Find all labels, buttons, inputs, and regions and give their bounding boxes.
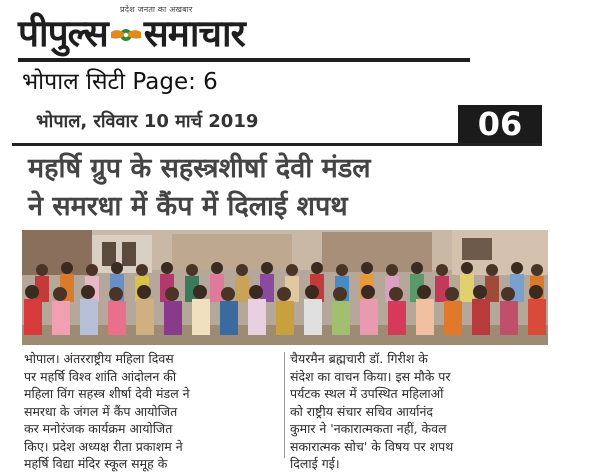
article-line: संदेश का वाचन किया। इस मौके पर <box>290 368 451 384</box>
column-divider <box>284 352 285 458</box>
masthead <box>18 4 470 62</box>
group-photo <box>22 230 548 345</box>
article-line: पर महर्षि विश्व शांति आंदोलन की <box>24 368 177 384</box>
masthead-underline <box>18 58 470 62</box>
article-column-1 <box>24 350 282 473</box>
article-line: महर्षि विद्या मंदिर स्कूल समूह के <box>24 456 168 471</box>
newspaper-brand <box>18 12 245 56</box>
dateline: भोपाल, रविवार 10 मार्च 2019 <box>36 111 259 132</box>
header-rule <box>12 143 542 146</box>
article-line: चैयरमैन ब्रह्मचारी डॉ. गिरीश के <box>290 351 428 366</box>
article-line: सकारात्मक सोच' के विषय पर शपथ <box>290 438 454 454</box>
article-line: भोपाल। अंतरराष्ट्रीय महिला दिवस <box>24 351 174 366</box>
peoples-logo-icon <box>109 18 143 52</box>
headline-line-1: महर्षि ग्रुप के सहस्त्रशीर्षा देवी मंडल <box>28 153 371 184</box>
brand-left-text: पीपुल्स <box>18 12 108 55</box>
group-photo-illustration <box>22 230 548 345</box>
brand-right-text: समाचार <box>143 12 245 55</box>
article-line: किए। प्रदेश अध्यक्ष रीता प्रकाशम ने <box>24 438 183 454</box>
masthead-tagline: प्रदेश जनता का अखबार <box>120 5 193 14</box>
edition-label: भोपाल सिटी Page: 6 <box>22 69 218 95</box>
page-number-badge: 06 <box>458 105 542 143</box>
article-line: समरधा के जंगल में कैंप आयोजित <box>24 403 178 419</box>
headline-line-2: ने समरधा में कैंप में दिलाई शपथ <box>28 191 348 222</box>
article-column-2 <box>290 350 548 473</box>
article-line: पर्यटक स्थल में उपस्थित महिलाओं <box>290 386 444 401</box>
article-line: महिला विंग सहस्त्र शीर्षा देवी मंडल ने <box>24 386 190 401</box>
article-line: कर मनोरंजक कार्यक्रम आयोजित <box>24 421 173 436</box>
article-line: को राष्ट्रीय संचार सचिव आर्यानंद <box>290 403 434 419</box>
article-line: दिलाई गई। <box>290 456 340 471</box>
article-line: कुमार ने 'नकारात्मकता नहीं, केवल <box>290 421 447 436</box>
article-headline <box>28 150 548 226</box>
